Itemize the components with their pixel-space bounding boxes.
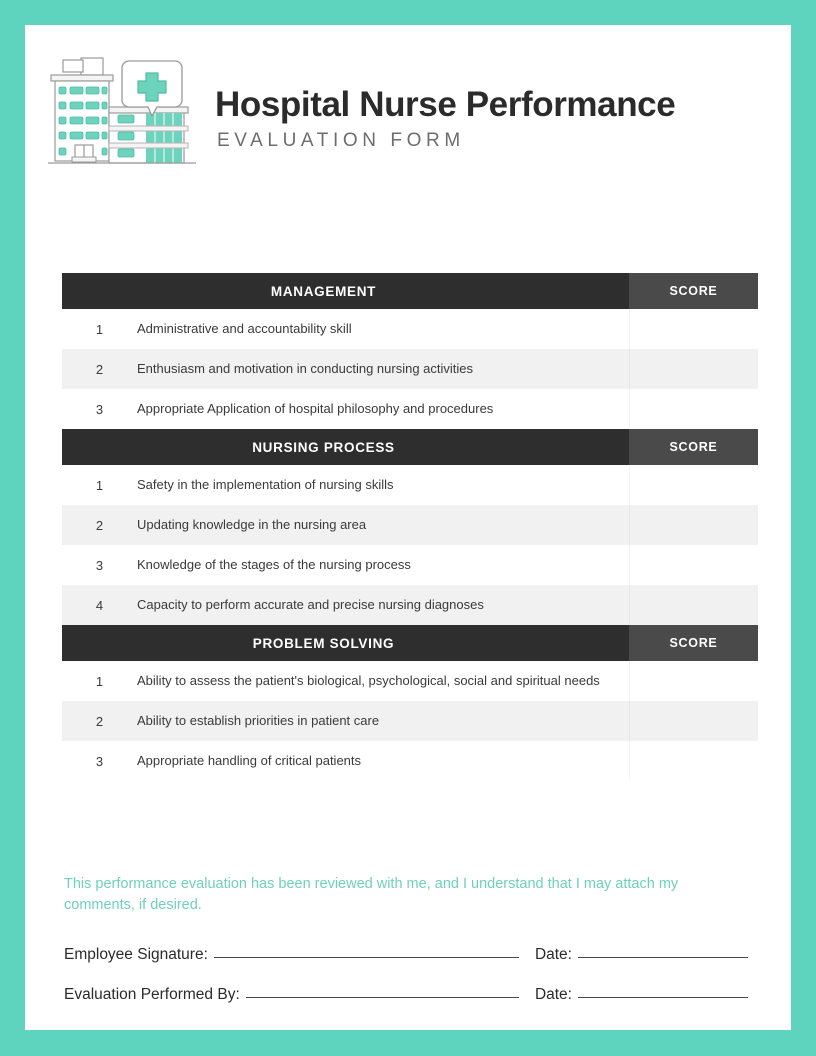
criterion-text: Ability to establish priorities in patient care [137, 713, 380, 729]
row-number: 3 [95, 557, 104, 573]
score-input-cell[interactable] [629, 505, 758, 545]
employee-date-input[interactable] [578, 956, 748, 958]
evaluation-section [62, 429, 758, 625]
score-input-cell[interactable] [629, 661, 758, 701]
row-number: 2 [95, 713, 104, 729]
evaluator-input[interactable] [246, 996, 519, 998]
table-row [62, 661, 758, 701]
score-input-cell[interactable] [629, 389, 758, 429]
table-row [62, 585, 758, 625]
title-block [215, 87, 775, 152]
table-row [62, 701, 758, 741]
evaluator-signature-row [64, 978, 754, 1002]
evaluation-section [62, 273, 758, 429]
criterion-text: Ability to assess the patient's biological, psychological, social and spiritual needs [137, 673, 600, 689]
table-row [62, 741, 758, 781]
form-page [25, 25, 791, 1030]
score-column-header: SCORE [629, 273, 758, 309]
evaluator-label: Evaluation Performed By: [64, 985, 240, 1003]
page-subtitle: EVALUATION FORM [217, 129, 465, 151]
table-row [62, 349, 758, 389]
hospital-building-illustration [46, 53, 221, 173]
score-column-header: SCORE [629, 429, 758, 465]
employee-signature-row [64, 938, 754, 962]
table-row [62, 505, 758, 545]
score-input-cell[interactable] [629, 465, 758, 505]
criterion-text: Appropriate handling of critical patients [137, 753, 362, 769]
consent-statement: This performance evaluation has been reviewed with me, and I understand that I may attach my comments, if desired. [64, 876, 679, 914]
evaluation-section [62, 625, 758, 781]
row-number: 1 [95, 321, 104, 337]
criterion-text: Enthusiasm and motivation in conducting nursing activities [137, 361, 474, 377]
section-heading: MANAGEMENT [62, 273, 629, 309]
criterion-text: Appropriate Application of hospital philosophy and procedures [137, 401, 494, 417]
table-row [62, 389, 758, 429]
table-row [62, 309, 758, 349]
form-header [25, 25, 791, 185]
form-footer [64, 874, 754, 1018]
section-header [62, 625, 758, 661]
row-number: 3 [95, 753, 104, 769]
criterion-text: Administrative and accountability skill [137, 321, 352, 337]
score-input-cell[interactable] [629, 349, 758, 389]
section-header [62, 429, 758, 465]
section-heading: NURSING PROCESS [62, 429, 629, 465]
row-number: 1 [95, 477, 104, 493]
row-number: 2 [95, 361, 104, 377]
score-input-cell[interactable] [629, 701, 758, 741]
section-header [62, 273, 758, 309]
evaluator-date-label: Date: [534, 985, 572, 1003]
score-input-cell[interactable] [629, 545, 758, 585]
section-heading: PROBLEM SOLVING [62, 625, 629, 661]
score-input-cell[interactable] [629, 309, 758, 349]
row-number: 2 [95, 517, 104, 533]
page-title: Hospital Nurse Performance [215, 85, 676, 124]
row-number: 1 [95, 673, 104, 689]
criterion-text: Knowledge of the stages of the nursing process [137, 557, 411, 573]
employee-date-label: Date: [534, 945, 572, 963]
criterion-text: Safety in the implementation of nursing skills [137, 477, 394, 493]
employee-signature-label: Employee Signature: [64, 945, 208, 963]
row-number: 4 [95, 597, 104, 613]
score-input-cell[interactable] [629, 585, 758, 625]
score-column-header: SCORE [629, 625, 758, 661]
employee-signature-input[interactable] [214, 956, 519, 958]
table-row [62, 545, 758, 585]
score-input-cell[interactable] [629, 741, 758, 781]
evaluation-tables [62, 273, 758, 781]
criterion-text: Capacity to perform accurate and precise nursing diagnoses [137, 597, 484, 613]
criterion-text: Updating knowledge in the nursing area [137, 517, 367, 533]
evaluator-date-input[interactable] [578, 996, 748, 998]
table-row [62, 465, 758, 505]
row-number: 3 [95, 401, 104, 417]
